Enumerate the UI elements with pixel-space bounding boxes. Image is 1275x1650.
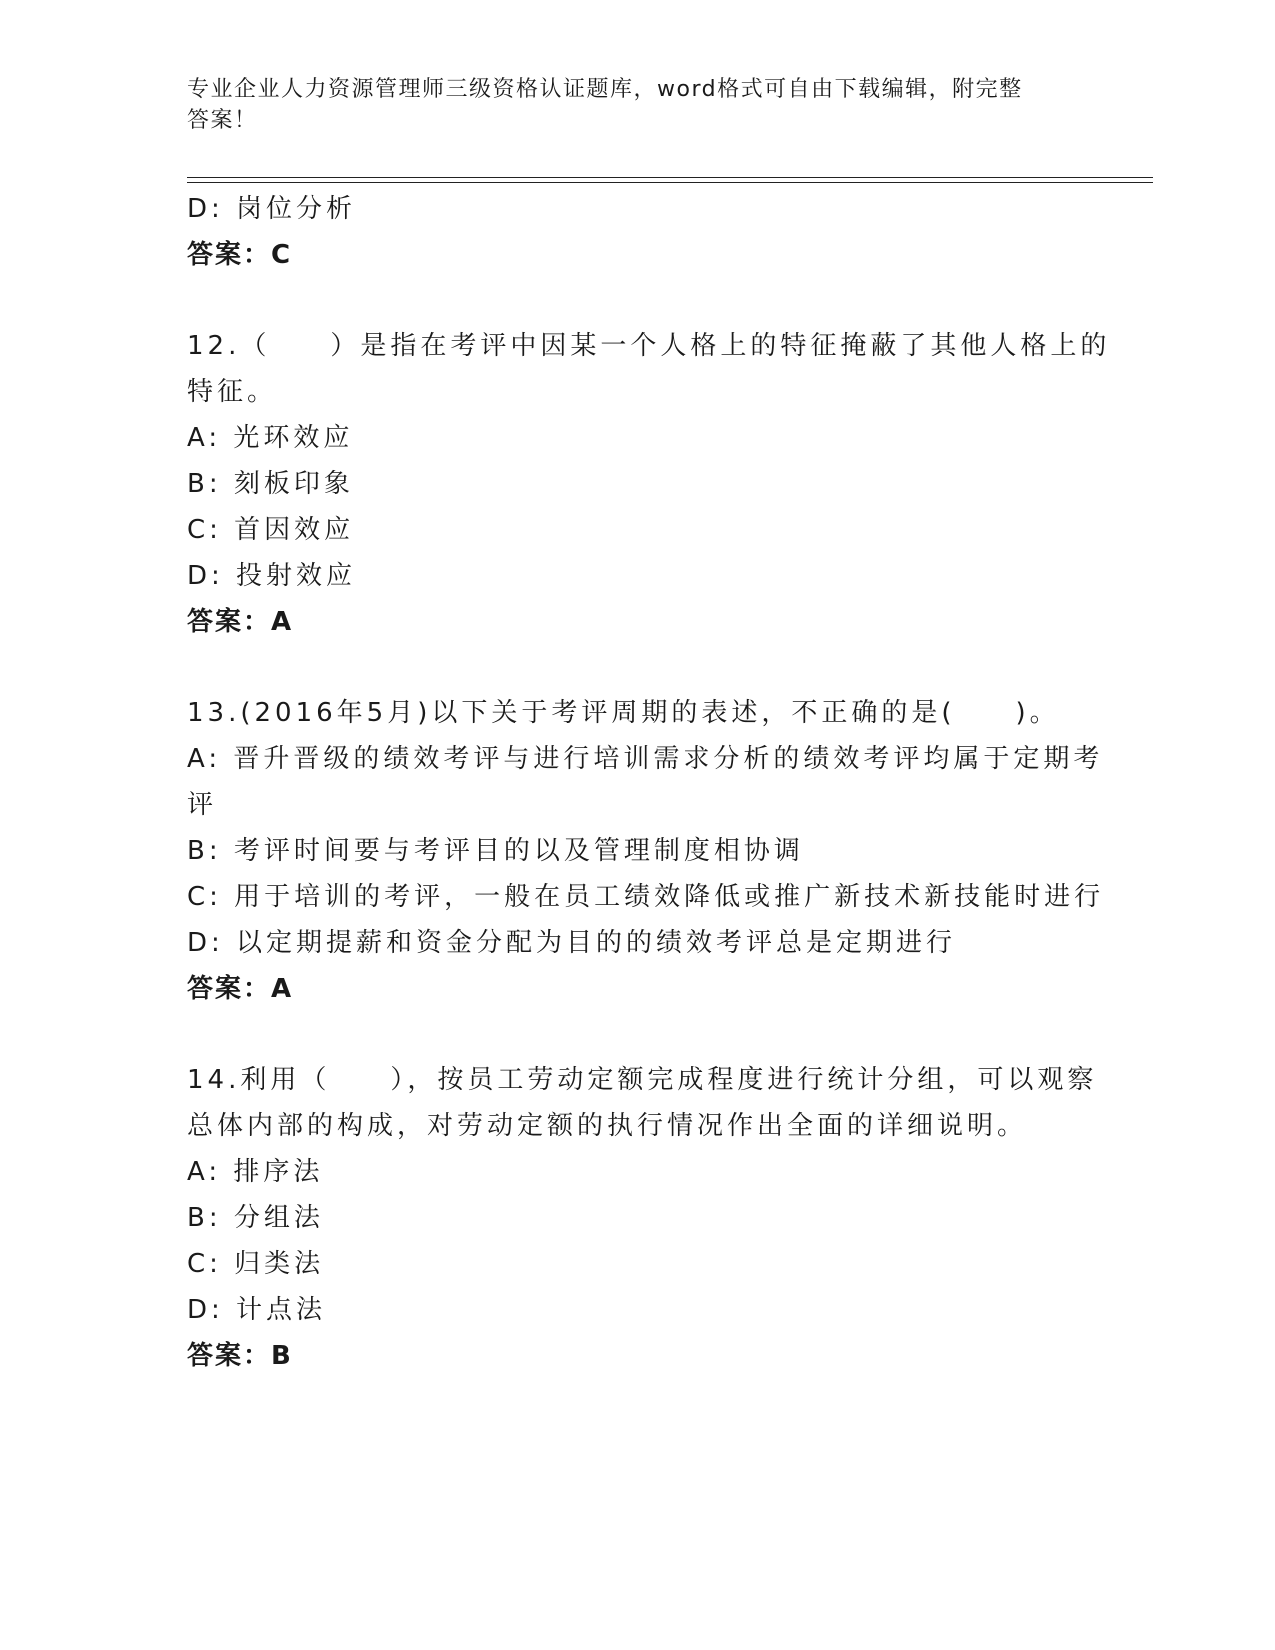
option-a-continued: 评 <box>187 790 218 820</box>
option-d: D: 投射效应 <box>187 561 357 591</box>
spacer <box>187 278 1087 323</box>
question-stem: 12.（ ）是指在考评中因某一个人格上的特征掩蔽了其他人格上的 <box>187 331 1111 361</box>
header-rule-bottom <box>187 182 1153 183</box>
option-c: C: 用于培训的考评，一般在员工绩效降低或推广新技术新技能时进行 <box>187 882 1105 912</box>
header-line-2: 答案！ <box>187 108 258 133</box>
question-list <box>187 186 1111 1379</box>
option-d: D: 岗位分析 <box>187 194 357 224</box>
option-b: B: 考评时间要与考评目的以及管理制度相协调 <box>187 836 804 866</box>
option-a: A: 光环效应 <box>187 423 354 453</box>
option-c: C: 首因效应 <box>187 515 355 545</box>
spacer <box>187 645 1087 690</box>
option-b: B: 刻板印象 <box>187 469 354 499</box>
option-a: A: 晋升晋级的绩效考评与进行培训需求分析的绩效考评均属于定期考 <box>187 744 1104 774</box>
question-13 <box>187 690 1105 1012</box>
question-11-tail <box>187 186 1087 278</box>
option-b: B: 分组法 <box>187 1203 324 1233</box>
question-stem-continued: 总体内部的构成，对劳动定额的执行情况作出全面的详细说明。 <box>187 1111 1028 1141</box>
answer-line: 答案：A <box>187 974 294 1004</box>
question-stem: 14.利用（ ），按员工劳动定额完成程度进行统计分组，可以观察 <box>187 1065 1098 1095</box>
answer-line: 答案：A <box>187 607 294 637</box>
spacer <box>187 1012 1087 1057</box>
question-14 <box>187 1057 1098 1379</box>
question-stem: 13.(2016年5月)以下关于考评周期的表述，不正确的是( )。 <box>187 698 1060 728</box>
header-line-1: 专业企业人力资源管理师三级资格认证题库，word格式可自由下载编辑，附完整 <box>187 77 1023 102</box>
option-d: D: 以定期提薪和资金分配为目的的绩效考评总是定期进行 <box>187 928 957 958</box>
question-12 <box>187 323 1111 645</box>
answer-line: 答案：C <box>187 240 293 270</box>
page-header <box>187 74 1067 136</box>
answer-line: 答案：B <box>187 1341 293 1371</box>
header-rule-top <box>187 177 1153 178</box>
option-c: C: 归类法 <box>187 1249 325 1279</box>
question-stem-continued: 特征。 <box>187 377 278 407</box>
option-a: A: 排序法 <box>187 1157 324 1187</box>
option-d: D: 计点法 <box>187 1295 327 1325</box>
